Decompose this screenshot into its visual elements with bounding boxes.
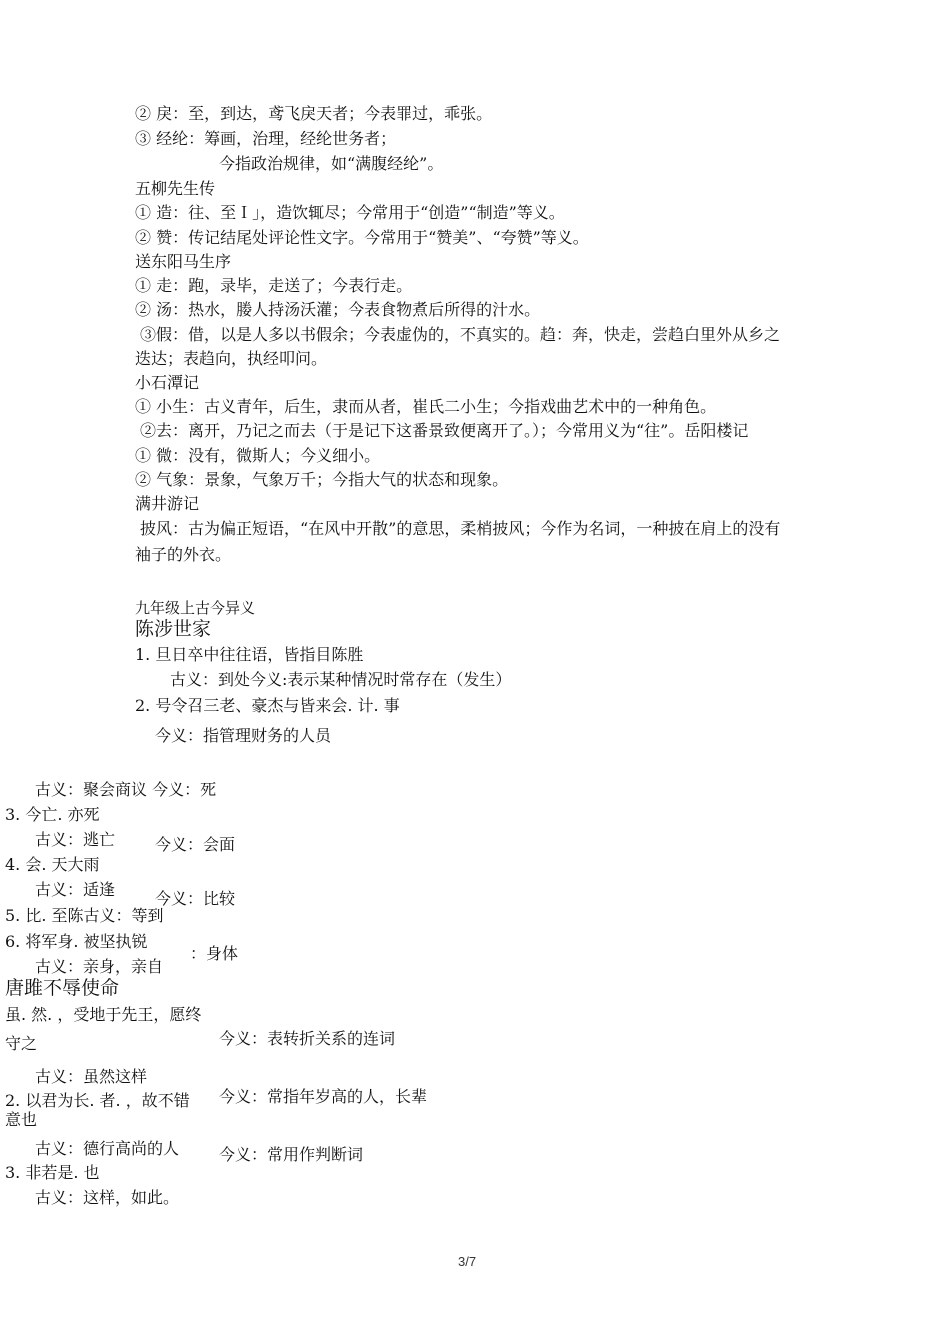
section-title: 九年级上古今异义 bbox=[135, 599, 256, 617]
text-line: ②去：离开，乃记之而去（于是记下这番景致便离开了。）；今常用义为“往”。岳阳楼记 bbox=[140, 421, 749, 440]
text-line: 古义：聚会商议 今义：死 bbox=[35, 780, 217, 799]
text-line: ① 微：没有，微斯人；今义细小。 bbox=[135, 446, 381, 465]
text-line: 4. 会. 天大雨 bbox=[5, 855, 100, 874]
text-line: 意也 bbox=[5, 1110, 38, 1129]
text-line: 袖子的外衣。 bbox=[135, 545, 232, 564]
heading-songdongyang: 送东阳马生序 bbox=[135, 252, 232, 271]
text-line: 古义：亲身，亲自 bbox=[35, 957, 164, 976]
text-line: 迭达；表趋向，执经叩问。 bbox=[135, 349, 328, 368]
text-line: 3. 今亡. 亦死 bbox=[5, 805, 100, 824]
text-line: ② 戾：至，到达，鸢飞戾天者；今表罪过，乖张。 bbox=[135, 104, 493, 123]
text-line: 2. 号令召三老、豪杰与皆来会. 计. 事 bbox=[135, 696, 400, 715]
text-line: 今义：比较 bbox=[155, 889, 236, 908]
text-line: 6. 将军身. 被坚执锐 bbox=[5, 932, 148, 951]
text-line: 3. 非若是. 也 bbox=[5, 1163, 100, 1182]
text-line: ① 小生：古义青年，后生，隶而从者，崔氏二小生；今指戏曲艺术中的一种角色。 bbox=[135, 397, 717, 416]
text-line: 守之 bbox=[5, 1034, 38, 1053]
text-line: ③假：借，以是人多以书假余；今表虚伪的，不真实的。趋：奔，快走，尝趋白里外从乡之 bbox=[140, 325, 781, 344]
page-number: 3/7 bbox=[458, 1254, 477, 1269]
text-line: ① 造：往、至Ｉ」，造饮辄尽；今常用于“创造”“制造”等义。 bbox=[135, 203, 565, 222]
text-line: 今义：会面 bbox=[155, 835, 236, 854]
text-line: 1. 旦日卒中往往语，皆指目陈胜 bbox=[135, 645, 364, 664]
text-line: ① 走：跑，录毕，走送了；今表行走。 bbox=[135, 276, 413, 295]
text-line: ② 赞：传记结尾处评论性文字。今常用于“赞美”、“夸赞”等义。 bbox=[135, 228, 589, 247]
text-line: 今义：常用作判断词 bbox=[219, 1145, 364, 1164]
text-line: 今义：常指年岁高的人，长辈 bbox=[219, 1087, 428, 1106]
heading-manjing: 满井游记 bbox=[135, 494, 200, 513]
text-line: 今义：表转折关系的连词 bbox=[219, 1029, 396, 1048]
text-line: 5. 比. 至陈古义：等到 bbox=[5, 906, 164, 925]
text-line: 古义：这样，如此。 bbox=[35, 1188, 180, 1207]
text-line: 披风：古为偏正短语，“在风中开散”的意思，柔梢披风；今作为名词，一种披在肩上的没有 bbox=[140, 519, 781, 538]
heading-wuliu: 五柳先生传 bbox=[135, 179, 216, 198]
heading-tangju: 唐雎不辱使命 bbox=[5, 977, 120, 999]
text-line: 古义：适逢 bbox=[35, 880, 116, 899]
text-line: 古义：逃亡 bbox=[35, 830, 116, 849]
text-line: ③ 经纶：筹画，治理，经纶世务者； bbox=[135, 129, 397, 148]
text-line: 今指政治规律，如“满腹经纶”。 bbox=[219, 154, 444, 173]
text-line: 古义：虽然这样 bbox=[35, 1067, 148, 1086]
text-line: ：身体 bbox=[190, 944, 239, 963]
heading-chenshe: 陈涉世家 bbox=[135, 618, 212, 640]
text-line: 2. 以君为长. 者. ，故不错 bbox=[5, 1091, 190, 1110]
text-line: ② 汤：热水，媵人持汤沃灌；今表食物煮后所得的汁水。 bbox=[135, 300, 541, 319]
text-line: 古义：到处今义:表示某种情况时常存在（发生） bbox=[170, 670, 512, 689]
text-line: 虽. 然. ，受地于先王，愿终 bbox=[5, 1005, 202, 1024]
text-line: ② 气象：景象，气象万千；今指大气的状态和现象。 bbox=[135, 470, 509, 489]
text-line: 古义：德行高尚的人 bbox=[35, 1139, 180, 1158]
text-line: 今义：指管理财务的人员 bbox=[155, 726, 332, 745]
heading-xiaoshitan: 小石潭记 bbox=[135, 373, 200, 392]
